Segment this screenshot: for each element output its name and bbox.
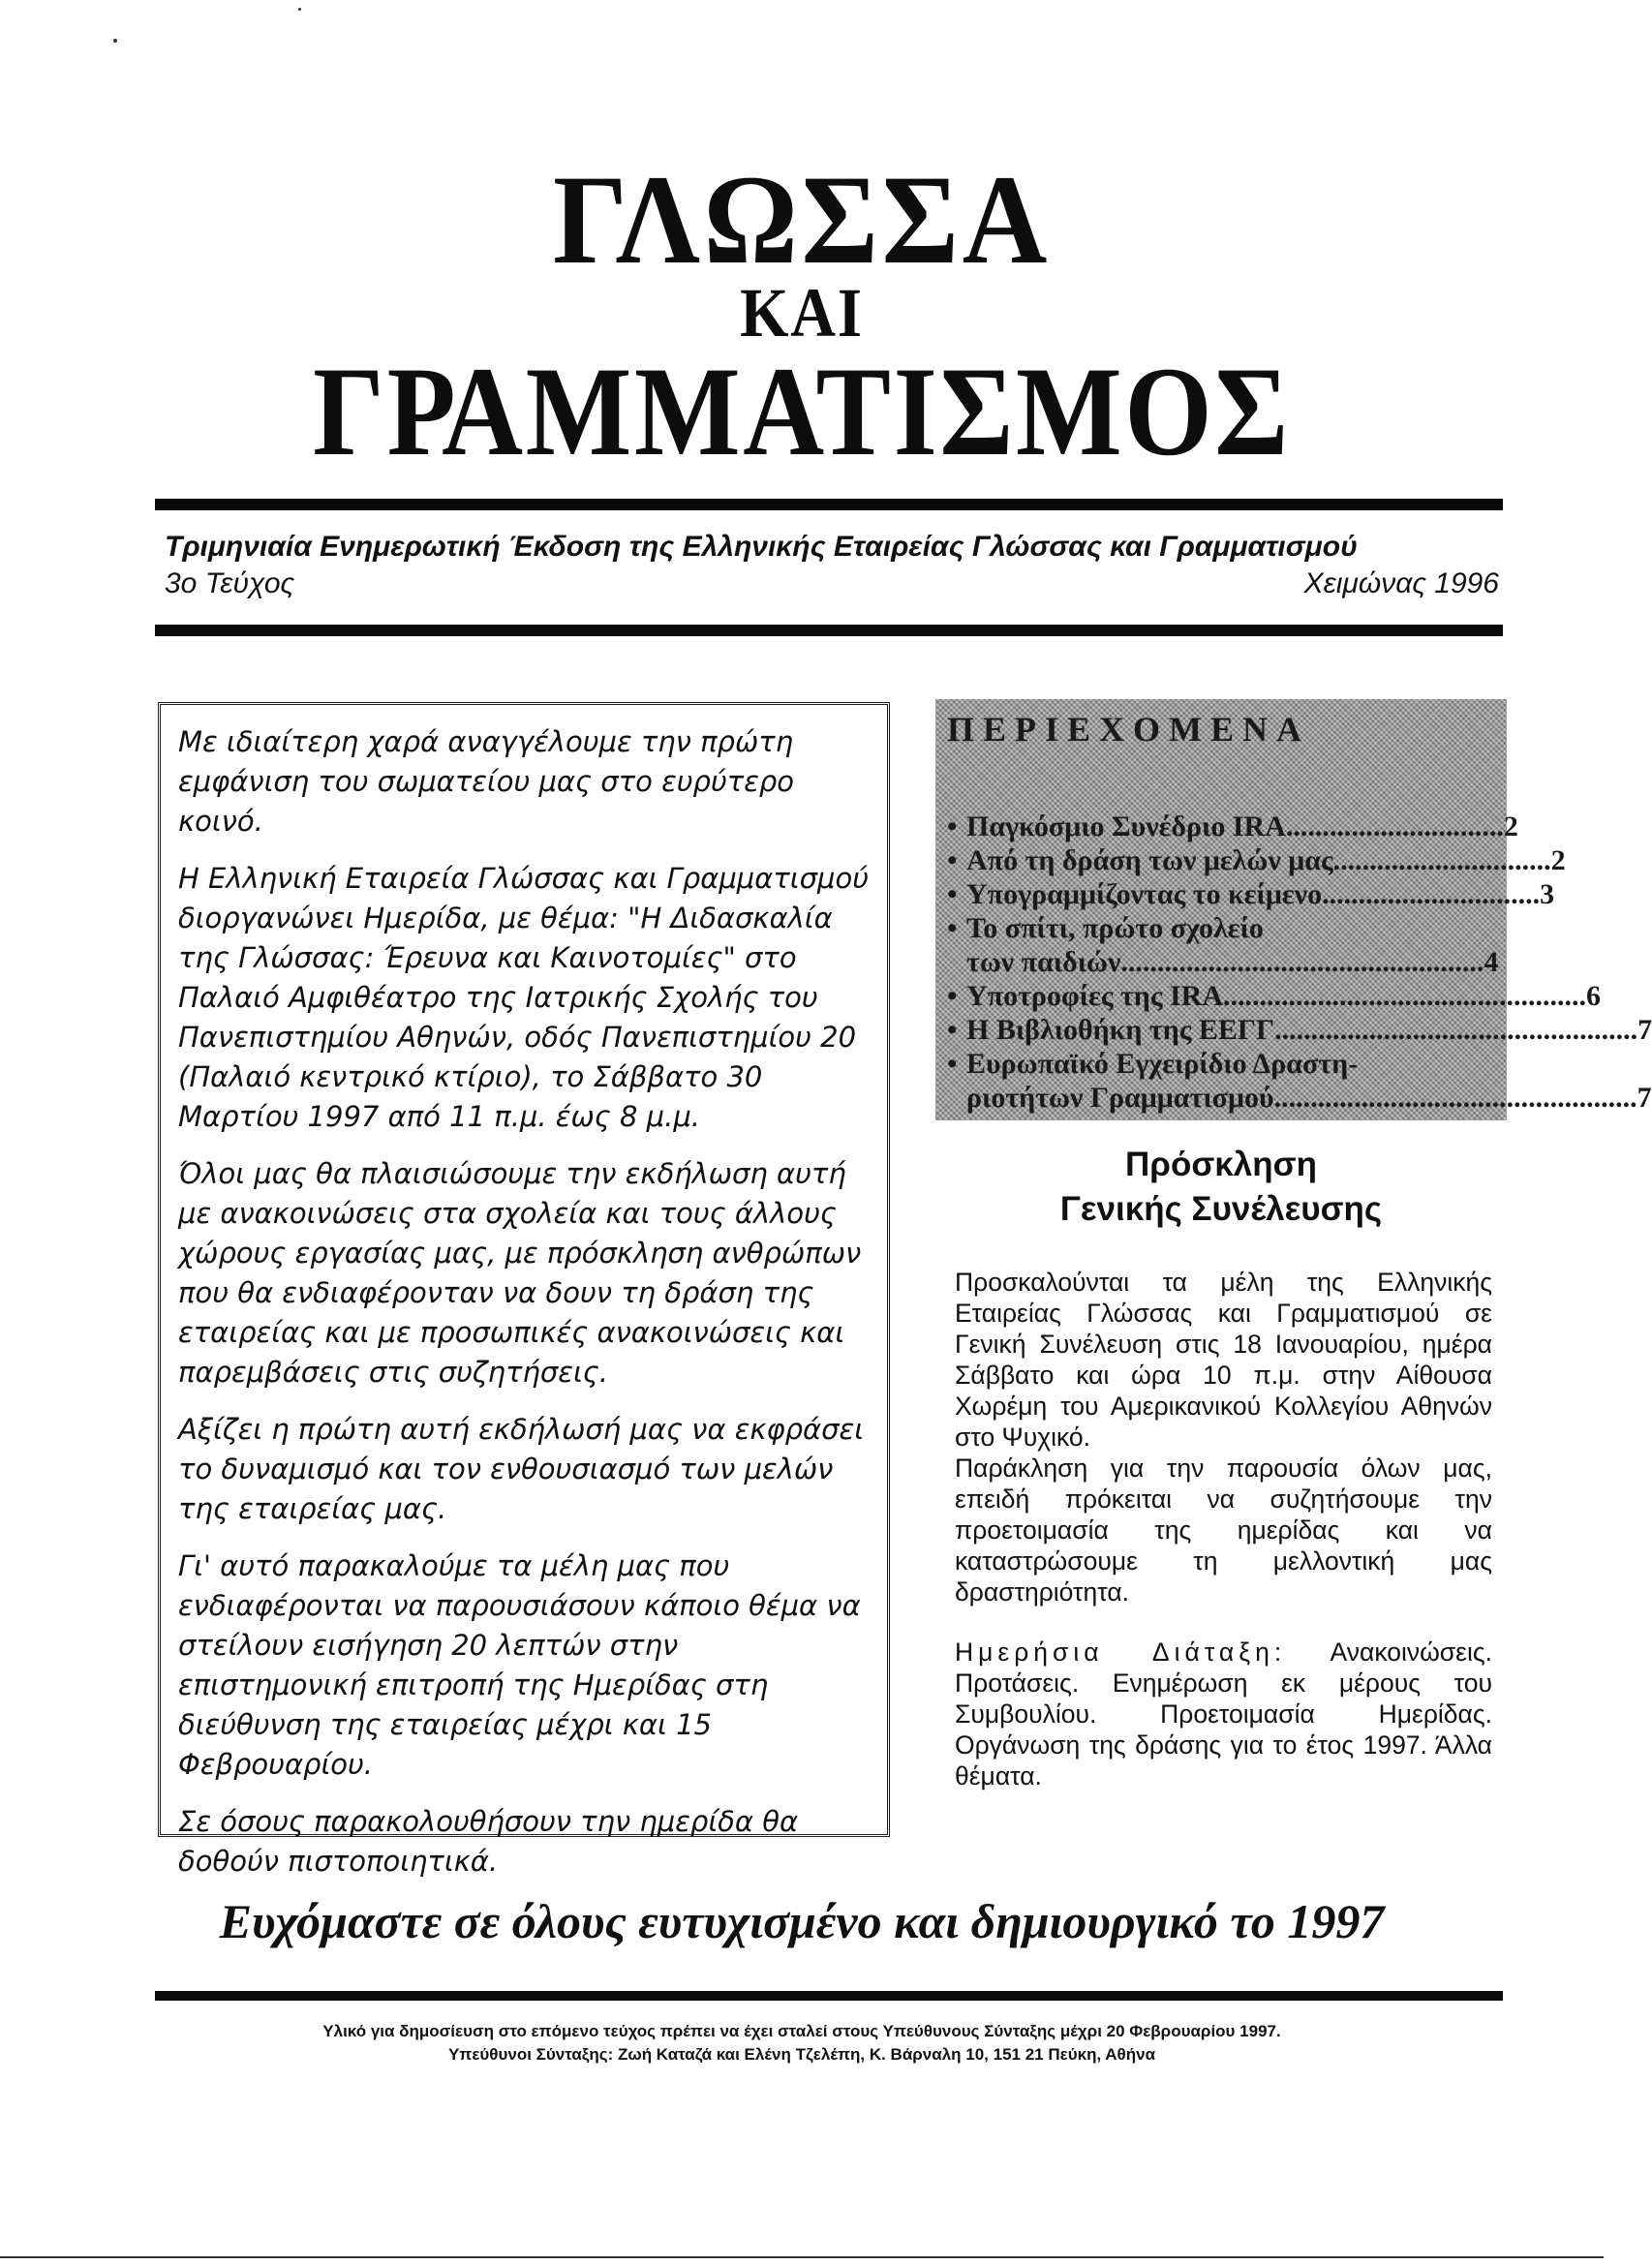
masthead-title-line2: ΚΑΙ	[740, 274, 864, 352]
scan-edge-line	[0, 2256, 1604, 2258]
toc-item[interactable]: • Παγκόσμιο Συνέδριο IRA .............................. 2	[947, 811, 1518, 842]
invitation-title-line1: Πρόσκληση	[1125, 1146, 1317, 1183]
toc-item[interactable]: • Υπογραμμίζοντας το κείμενο .............................. 3	[947, 878, 1555, 910]
invitation-title	[935, 1143, 1507, 1232]
agenda-label: Ημερήσια Διάταξη:	[955, 1638, 1287, 1667]
toc-item-continuation[interactable]: των παιδιών .................................................. 4	[966, 946, 1499, 978]
toc-item-continuation[interactable]: ριοτήτων Γραμματισμού .................................................. 7	[966, 1082, 1652, 1114]
toc-page-number: 4	[1484, 946, 1499, 978]
toc-item[interactable]: • Το σπίτι, πρώτο σχολείο	[947, 912, 1264, 944]
announcement-paragraph: Η Ελληνική Εταιρεία Γλώσσας και Γραμματισμού διοργανώνει Ημερίδα, με θέμα: "Η Διδασκαλία της Γλώσσας: Έρευνα και Καινοτομίες" στο Παλαιό Αμφιθέατρο της Ιατρικής Σχολής του Πανεπιστημίου Αθηνών, οδός Πανεπιστημίου 20 (Παλαιό κεντρικό κτίριο), το Σάββατο 30 Μαρτίου 1997 από 11 π.μ. έως 8 μ.μ.	[178, 862, 869, 1133]
announcement-paragraph: Σε όσους παρακολουθήσουν την ημερίδα θα δοθούν πιστοποιητικά.	[178, 1805, 799, 1878]
announcement-paragraph: Με ιδιαίτερη χαρά αναγγέλουμε την πρώτη εμφάνιση του σωματείου μας στο ευρύτερο κοινό.	[178, 725, 795, 838]
contents-title: ΠΕΡΙΕΧΟΜΕΝΑ	[947, 710, 1311, 749]
toc-item[interactable]: • Ευρωπαϊκό Εγχειρίδιο Δραστη-	[947, 1048, 1359, 1080]
toc-page-number: 2	[1503, 811, 1518, 842]
bullet-icon: •	[947, 1048, 958, 1080]
masthead-subtitle: Τριμηνιαία Ενημερωτική Έκδοση της Ελληνικής Εταιρείας Γλώσσας και Γραμματισμού	[165, 531, 1358, 563]
announcement-paragraph: Γι' αυτό παρακαλούμε τα μέλη μας που ενδιαφέρονται να παρουσιάσουν κάποιο θέμα να στείλουν εισήγηση 20 λεπτών στην επιστημονική επιτροπή της Ημερίδας στη διεύθυνση της εταιρείας μέχρι και 15 Φεβρουαρίου.	[178, 1549, 861, 1781]
issue-line	[165, 567, 1499, 600]
invitation-paragraph: Προσκαλούνται τα μέλη της Ελληνικής Εταιρείας Γλώσσας και Γραμματισμού σε Γενική Συνέλευση στις 18 Ιανουαρίου, ημέρα Σάββατο και ώρα 10 π.μ. στην Αίθουσα Χωρέμη του Αμερικανικού Κολλεγίου Αθηνών στο Ψυχικό.	[955, 1268, 1492, 1452]
footer-rule	[155, 1991, 1503, 2001]
bullet-icon: •	[947, 912, 958, 944]
scan-speck	[113, 39, 117, 43]
bullet-icon: •	[947, 878, 958, 910]
new-year-wishes: Ευχόμαστε σε όλους ευτυχισμένο και δημιουργικό το 1997	[219, 1894, 1385, 1948]
issue-season: Χειμώνας 1996	[1303, 567, 1499, 599]
masthead-title-line1: ΓΛΩΣΣΑ	[552, 148, 1052, 291]
announcement-paragraph: Αξίζει η πρώτη αυτή εκδήλωσή μας να εκφράσει το δυναμισμό και τον ενθουσιασμό των μελών της εταιρείας μας.	[178, 1413, 865, 1525]
toc-page-number: 7	[1637, 1082, 1652, 1114]
toc-page-number: 7	[1637, 1014, 1652, 1046]
bullet-icon: •	[947, 844, 958, 876]
scan-speck	[298, 8, 301, 11]
header-bottom-rule	[155, 625, 1503, 636]
invitation-paragraph: Παράκληση για την παρουσία όλων μας, επειδή πρόκειται να συζητήσουμε την προετοιμασία της ημερίδας και να καταστρώσουμε τη μελλοντική μας δραστηριότητα.	[955, 1454, 1492, 1607]
toc-page-number: 2	[1550, 844, 1566, 876]
toc-item[interactable]: • Η Βιβλιοθήκη της ΕΕΓΓ .................................................. 7	[947, 1014, 1652, 1046]
footer-editors: Υπεύθυνοι Σύνταξης: Ζωή Καταζά και Ελένη Τζελέπη, Κ. Βάρναλη 10, 151 21 Πεύκη, Αθήνα	[447, 2045, 1156, 2064]
announcement-box	[158, 702, 890, 1878]
agenda-text: Ανακοινώσεις. Προτάσεις. Ενημέρωση εκ μέρους του Συμβουλίου. Προετοιμασία Ημερίδας. Οργάνωση της δράσης για το έτος 1997. Άλλα θέματα.	[955, 1638, 1492, 1791]
bullet-icon: •	[947, 1014, 958, 1046]
issue-number: 3ο Τεύχος	[165, 567, 295, 599]
invitation-title-line2: Γενικής Συνέλευσης	[1059, 1190, 1383, 1228]
toc-item[interactable]: • Υποτροφίες της IRA .................................................. 6	[947, 980, 1602, 1012]
announcement-paragraph: Όλοι μας θα πλαισιώσουμε την εκδήλωση αυτή με ανακοινώσεις στα σχολεία και τους άλλους χώρους εργασίας μας, με πρόσκληση ανθρώπων που θα ενδιαφέρονταν να δουν τη δράση της εταιρείας και με προσωπικές ανακοινώσεις και παρεμβάσεις στις συζητήσεις.	[178, 1157, 862, 1389]
top-rule	[155, 499, 1503, 510]
toc-page-number: 3	[1540, 878, 1555, 910]
toc-page-number: 6	[1586, 980, 1602, 1012]
footer-deadline-note: Υλικό για δημοσίευση στο επόμενο τεύχος πρέπει να έχει σταλεί στους Υπεύθυνους Σύνταξης μέχρι 20 Φεβρουαρίου 1997.	[322, 2022, 1281, 2040]
masthead-title-line3: ΓΡΑΜΜΑΤΙΣΜΟΣ	[313, 340, 1291, 482]
contents-box	[935, 699, 1652, 1120]
bullet-icon: •	[947, 811, 958, 842]
bullet-icon: •	[947, 980, 958, 1012]
invitation-agenda	[955, 1637, 1492, 1791]
toc-item[interactable]: • Από τη δράση των μελών μας .............................. 2	[947, 844, 1566, 876]
